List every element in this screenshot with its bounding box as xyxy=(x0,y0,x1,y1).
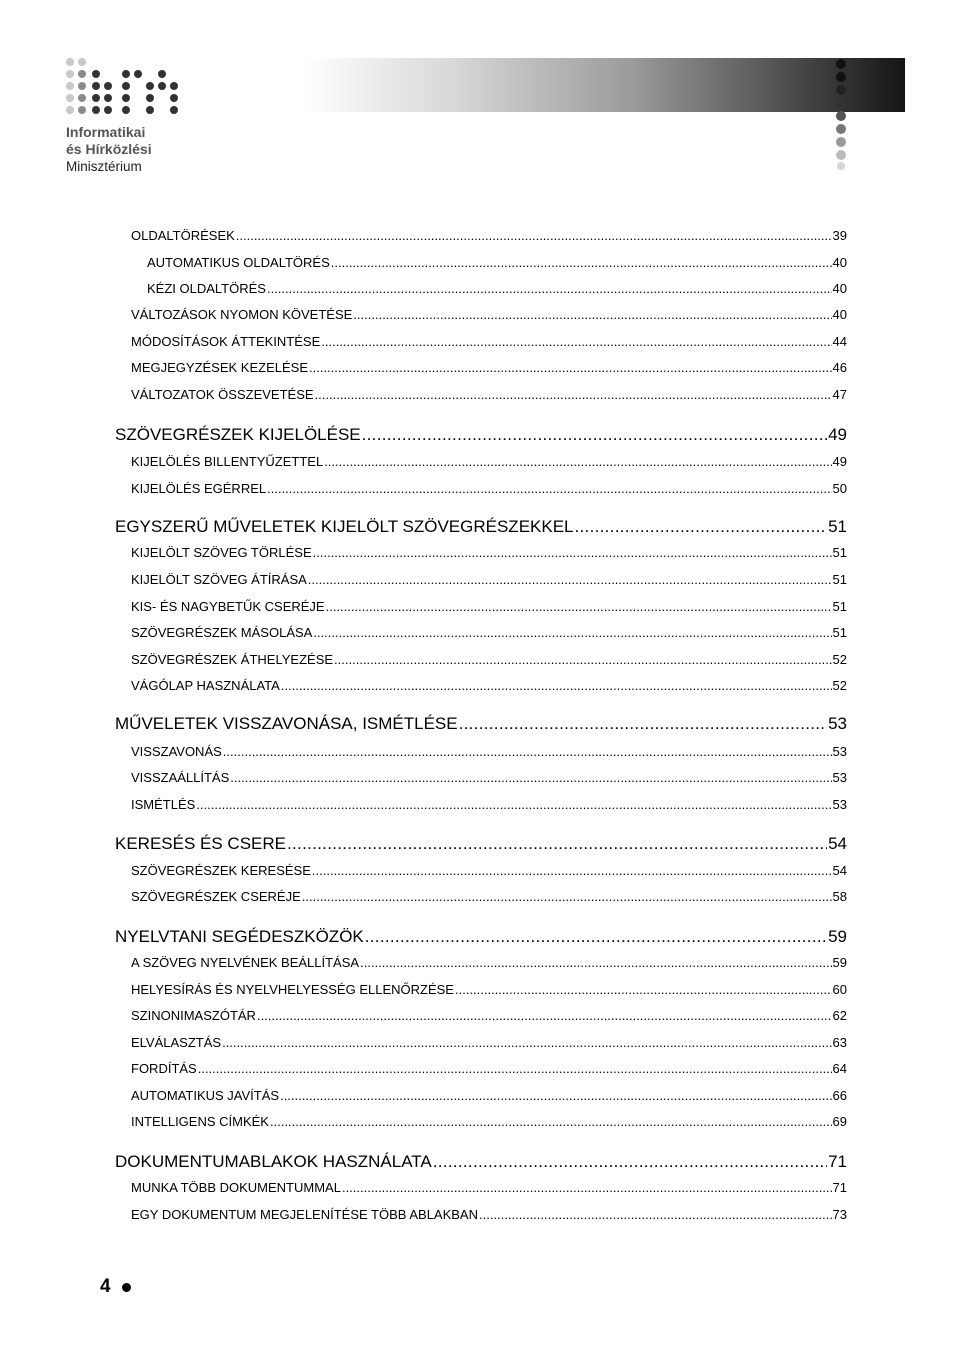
toc-entry[interactable] xyxy=(115,714,847,734)
toc-entry[interactable] xyxy=(131,744,847,759)
header-dots-decoration xyxy=(833,58,849,170)
toc-entry-title: A SZÖVEG NYELVÉNEK BEÁLLÍTÁSA xyxy=(131,955,360,970)
toc-entry-page: 49 xyxy=(832,454,847,469)
toc-entry[interactable] xyxy=(131,1114,847,1129)
toc-entry-title: MEGJEGYZÉSEK KEZELÉSE xyxy=(131,360,308,375)
toc-entry-page: 54 xyxy=(828,834,847,853)
toc-entry-page: 54 xyxy=(832,863,847,878)
toc-dot-leader xyxy=(360,955,831,970)
toc-entry[interactable] xyxy=(131,454,847,469)
toc-entry[interactable] xyxy=(147,281,847,296)
toc-entry-title: SZÖVEGRÉSZEK KIJELÖLÉSE xyxy=(115,425,361,444)
toc-entry-title: MÓDOSÍTÁSOK ÁTTEKINTÉSE xyxy=(131,334,321,349)
toc-entry-title: DOKUMENTUMABLAKOK HASZNÁLATA xyxy=(115,1152,432,1171)
toc-entry[interactable] xyxy=(115,927,847,947)
toc-entry-page: 40 xyxy=(832,307,847,322)
toc-entry-page: 53 xyxy=(832,770,847,785)
toc-entry[interactable] xyxy=(131,625,847,640)
toc-entry-page: 52 xyxy=(832,652,847,667)
toc-dot-leader xyxy=(342,1180,832,1195)
toc-entry[interactable] xyxy=(115,1152,847,1172)
toc-entry[interactable] xyxy=(131,228,847,243)
toc-entry-page: 71 xyxy=(832,1180,847,1195)
toc-entry-page: 59 xyxy=(832,955,847,970)
toc-entry-page: 40 xyxy=(832,281,847,296)
toc-entry-title: SZÖVEGRÉSZEK ÁTHELYEZÉSE xyxy=(131,652,334,667)
toc-dot-leader xyxy=(324,454,831,469)
bullet-dot-icon xyxy=(122,1283,131,1292)
toc-entry[interactable] xyxy=(131,334,847,349)
ministry-line-1: Informatikai xyxy=(66,124,146,140)
toc-entry-title: KIS- ÉS NAGYBETŰK CSERÉJE xyxy=(131,599,325,614)
toc-entry[interactable] xyxy=(131,863,847,878)
toc-entry-title: FORDÍTÁS xyxy=(131,1061,197,1076)
toc-entry[interactable] xyxy=(131,307,847,322)
toc-dot-leader xyxy=(267,281,832,296)
toc-entry[interactable] xyxy=(131,1088,847,1103)
toc-entry[interactable] xyxy=(131,599,847,614)
toc-entry[interactable] xyxy=(131,955,847,970)
toc-entry[interactable] xyxy=(115,425,847,445)
toc-entry-page: 63 xyxy=(832,1035,847,1050)
toc-dot-leader xyxy=(230,770,831,785)
toc-dot-leader xyxy=(257,1008,832,1023)
toc-entry-page: 59 xyxy=(828,927,847,946)
page-number: 4 xyxy=(100,1276,111,1297)
toc-entry[interactable] xyxy=(131,652,847,667)
toc-dot-leader xyxy=(479,1207,832,1222)
toc-entry[interactable] xyxy=(131,360,847,375)
toc-dot-leader xyxy=(459,714,827,734)
toc-dot-leader xyxy=(353,307,831,322)
toc-entry-title: ISMÉTLÉS xyxy=(131,797,196,812)
toc-dot-leader xyxy=(433,1152,827,1172)
toc-entry[interactable] xyxy=(131,889,847,904)
toc-entry-title: AUTOMATIKUS OLDALTÖRÉS xyxy=(147,255,330,270)
toc-entry-page: 51 xyxy=(832,572,847,587)
toc-entry-page: 40 xyxy=(832,255,847,270)
toc-dot-leader xyxy=(309,360,832,375)
toc-entry-title: NYELVTANI SEGÉDESZKÖZÖK xyxy=(115,927,364,946)
toc-entry-title: SZÖVEGRÉSZEK KERESÉSE xyxy=(131,863,311,878)
toc-dot-leader xyxy=(308,572,832,587)
header-gradient-bar xyxy=(302,58,905,112)
toc-dot-leader xyxy=(223,744,832,759)
toc-entry[interactable] xyxy=(147,255,847,270)
toc-entry-page: 49 xyxy=(828,425,847,444)
toc-entry-page: 69 xyxy=(832,1114,847,1129)
toc-entry[interactable] xyxy=(131,481,847,496)
toc-dot-leader xyxy=(331,255,832,270)
toc-entry-title: KIJELÖLÉS BILLENTYŰZETTEL xyxy=(131,454,324,469)
ministry-line-2: és Hírközlési xyxy=(66,141,152,157)
toc-entry-page: 58 xyxy=(832,889,847,904)
toc-entry[interactable] xyxy=(131,982,847,997)
toc-dot-leader xyxy=(575,517,828,537)
toc-entry-title: KERESÉS ÉS CSERE xyxy=(115,834,287,853)
toc-dot-leader xyxy=(287,834,827,854)
toc-entry[interactable] xyxy=(131,1035,847,1050)
toc-entry-page: 51 xyxy=(832,625,847,640)
toc-entry[interactable] xyxy=(115,517,847,537)
toc-dot-leader xyxy=(334,652,831,667)
toc-entry[interactable] xyxy=(131,387,847,402)
toc-entry-page: 52 xyxy=(832,678,847,693)
toc-dot-leader xyxy=(313,625,831,640)
toc-dot-leader xyxy=(270,1114,832,1129)
toc-entry-title: MŰVELETEK VISSZAVONÁSA, ISMÉTLÉSE xyxy=(115,714,458,733)
toc-entry-page: 51 xyxy=(832,599,847,614)
toc-dot-leader xyxy=(222,1035,831,1050)
toc-entry-title: EGY DOKUMENTUM MEGJELENÍTÉSE TÖBB ABLAKBAN xyxy=(131,1207,478,1222)
toc-entry-page: 60 xyxy=(832,982,847,997)
toc-entry-title: MUNKA TÖBB DOKUMENTUMMAL xyxy=(131,1180,341,1195)
toc-entry-page: 39 xyxy=(832,228,847,243)
toc-entry-title: KIJELÖLT SZÖVEG TÖRLÉSE xyxy=(131,545,312,560)
toc-dot-leader xyxy=(236,228,832,243)
toc-entry-page: 53 xyxy=(832,797,847,812)
toc-dot-leader xyxy=(313,545,832,560)
toc-entry-title: VÁLTOZÁSOK NYOMON KÖVETÉSE xyxy=(131,307,353,322)
toc-entry[interactable] xyxy=(131,572,847,587)
toc-entry-page: 46 xyxy=(832,360,847,375)
toc-dot-leader xyxy=(280,1088,831,1103)
toc-entry-page: 51 xyxy=(832,545,847,560)
toc-entry[interactable] xyxy=(115,834,847,854)
toc-entry-page: 50 xyxy=(832,481,847,496)
toc-entry-title: OLDALTÖRÉSEK xyxy=(131,228,235,243)
toc-dot-leader xyxy=(281,678,832,693)
toc-entry-page: 53 xyxy=(832,744,847,759)
toc-entry[interactable] xyxy=(131,797,847,812)
toc-entry-page: 62 xyxy=(832,1008,847,1023)
toc-entry-page: 73 xyxy=(832,1207,847,1222)
toc-dot-leader xyxy=(267,481,831,496)
toc-entry-page: 51 xyxy=(828,517,847,536)
toc-entry[interactable] xyxy=(131,545,847,560)
toc-entry-page: 66 xyxy=(832,1088,847,1103)
toc-entry-title: SZÖVEGRÉSZEK MÁSOLÁSA xyxy=(131,625,313,640)
toc-entry-title: HELYESÍRÁS ÉS NYELVHELYESSÉG ELLENŐRZÉSE xyxy=(131,982,454,997)
toc-entry[interactable] xyxy=(131,1061,847,1076)
toc-entry-page: 53 xyxy=(828,714,847,733)
ihm-logo-icon xyxy=(62,56,192,116)
toc-entry-title: KIJELÖLÉS EGÉRREL xyxy=(131,481,267,496)
toc-entry-title: SZÖVEGRÉSZEK CSERÉJE xyxy=(131,889,301,904)
toc-entry[interactable] xyxy=(131,1008,847,1023)
toc-dot-leader xyxy=(315,387,832,402)
toc-entry[interactable] xyxy=(131,678,847,693)
toc-dot-leader xyxy=(198,1061,832,1076)
toc-entry-title: AUTOMATIKUS JAVÍTÁS xyxy=(131,1088,280,1103)
toc-entry-page: 47 xyxy=(832,387,847,402)
toc-dot-leader xyxy=(302,889,832,904)
ministry-line-3: Minisztérium xyxy=(66,159,142,174)
toc-entry-title: KÉZI OLDALTÖRÉS xyxy=(147,281,266,296)
toc-entry-title: ELVÁLASZTÁS xyxy=(131,1035,222,1050)
toc-dot-leader xyxy=(362,425,827,445)
ministry-name xyxy=(66,124,152,175)
toc-entry-title: VÁGÓLAP HASZNÁLATA xyxy=(131,678,280,693)
toc-entry-title: SZINONIMASZÓTÁR xyxy=(131,1008,256,1023)
toc-entry[interactable] xyxy=(131,1180,847,1195)
toc-dot-leader xyxy=(196,797,831,812)
toc-entry[interactable] xyxy=(131,770,847,785)
toc-entry-title: EGYSZERŰ MŰVELETEK KIJELÖLT SZÖVEGRÉSZEKKEL xyxy=(115,517,574,536)
toc-entry-title: KIJELÖLT SZÖVEG ÁTÍRÁSA xyxy=(131,572,307,587)
toc-entry-title: VISSZAÁLLÍTÁS xyxy=(131,770,230,785)
toc-entry-title: VÁLTOZATOK ÖSSZEVETÉSE xyxy=(131,387,314,402)
toc-dot-leader xyxy=(321,334,831,349)
toc-entry[interactable] xyxy=(131,1207,847,1222)
toc-entry-page: 71 xyxy=(828,1152,847,1171)
toc-dot-leader xyxy=(312,863,832,878)
toc-entry-page: 64 xyxy=(832,1061,847,1076)
toc-dot-leader xyxy=(365,927,827,947)
toc-entry-title: VISSZAVONÁS xyxy=(131,744,222,759)
toc-entry-title: INTELLIGENS CÍMKÉK xyxy=(131,1114,269,1129)
toc-entry-page: 44 xyxy=(832,334,847,349)
toc-dot-leader xyxy=(326,599,832,614)
toc-dot-leader xyxy=(455,982,832,997)
